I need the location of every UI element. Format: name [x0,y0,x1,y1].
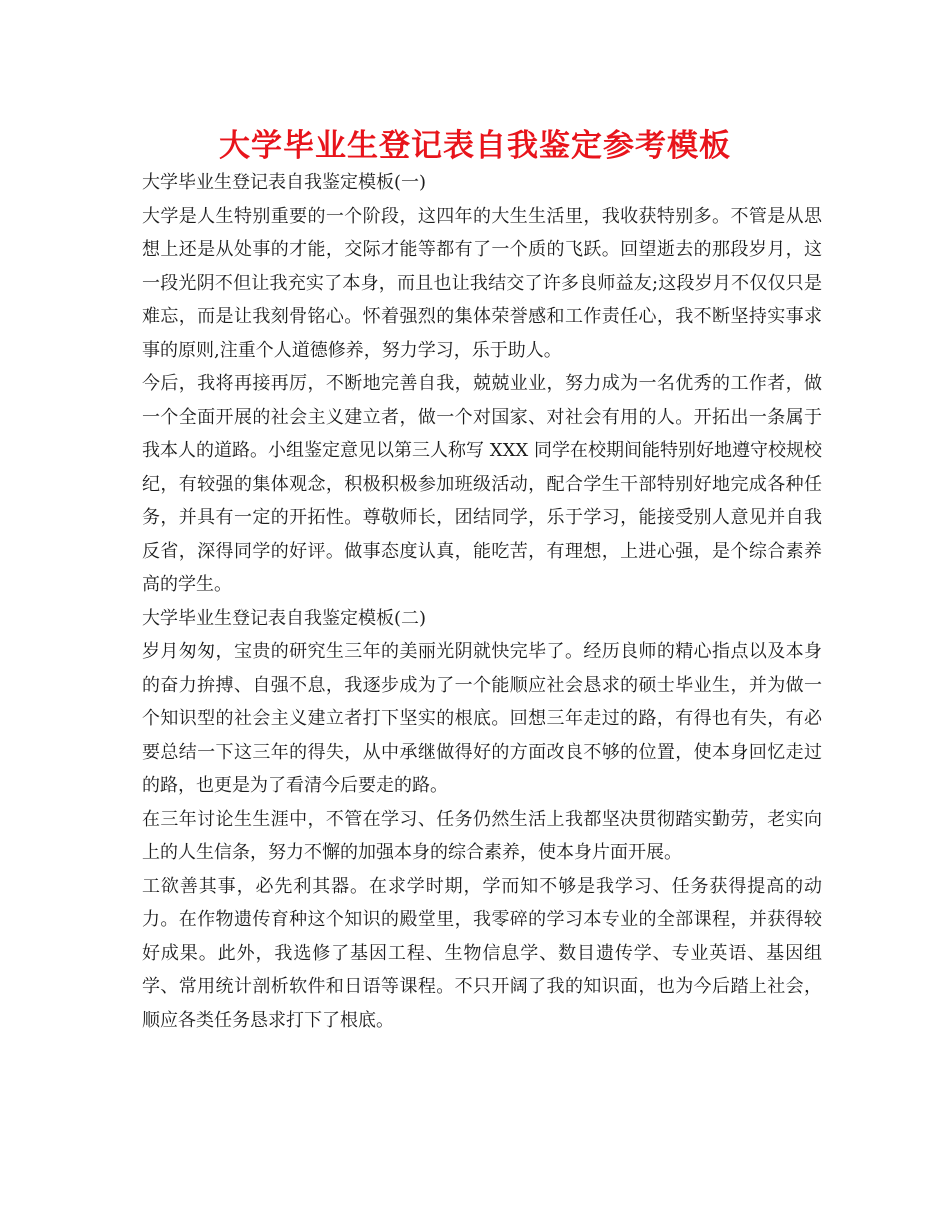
section-heading-1: 大学毕业生登记表自我鉴定模板(一) [142,172,427,193]
section-1-paragraph-2: 今后，我将再接再厉，不断地完善自我，兢兢业业，努力成为一名优秀的工作者，做一个全面开展的社会主义建立者，做一个对国家、对社会有用的人。开拓出一条属于我本人的道路。小组鉴定意见以第三人称写 XXX 同学在校期间能特别好地遵守校规校纪，有较强的集体观念，积极积极参加班级活动，配合学生干部特别好地完成各种任务，并具有一定的开拓性。尊敬师长，团结同学，乐于学习，能接受别人意见并自我反省，深得同学的好评。做事态度认真，能吃苦，有理想，上进心强，是个综合素养高的学生。 [142,373,822,595]
section-2-paragraph-1: 岁月匆匆，宝贵的研究生三年的美丽光阴就快完毕了。经历良师的精心指点以及本身的奋力拚搏、自强不息，我逐步成为了一个能顺应社会恳求的硕士毕业生，并为做一个知识型的社会主义建立者打下坚实的根底。回想三年走过的路，有得也有失，有必要总结一下这三年的得失，从中承继做得好的方面改良不够的位置，使本身回忆走过的路，也更是为了看清今后要走的路。 [142,641,822,796]
section-heading-2: 大学毕业生登记表自我鉴定模板(二) [142,607,427,629]
page-title: 大学毕业生登记表自我鉴定参考模板 [219,128,731,164]
section-2-paragraph-3: 工欲善其事，必先利其器。在求学时期，学而知不够是我学习、任务获得提高的动力。在作物遗传育种这个知识的殿堂里，我零碎的学习本专业的全部课程，并获得较好成果。此外，我选修了基因工程、生物信息学、数目遗传学、专业英语、基因组学、常用统计剖析软件和日语等课程。不只开阔了我的知识面，也为今后踏上社会，顺应各类任务恳求打下了根底。 [142,875,822,1031]
section-2-paragraph-2: 在三年讨论生生涯中，不管在学习、任务仍然生活上我都坚决贯彻踏实勤劳，老实向上的人生信条，努力不懈的加强本身的综合素养，使本身片面开展。 [142,808,822,863]
section-1-paragraph-1: 大学是人生特别重要的一个阶段，这四年的大生生活里，我收获特别多。不管是从思想上还是从处事的才能，交际才能等都有了一个质的飞跃。回望逝去的那段岁月，这一段光阴不但让我充实了本身，而且也让我结交了许多良师益友;这段岁月不仅仅只是难忘，而是让我刻骨铭心。怀着强烈的集体荣誉感和工作责任心，我不断坚持实事求事的原则,注重个人道德修养，努力学习，乐于助人。 [142,205,822,361]
document-body [142,166,822,1037]
